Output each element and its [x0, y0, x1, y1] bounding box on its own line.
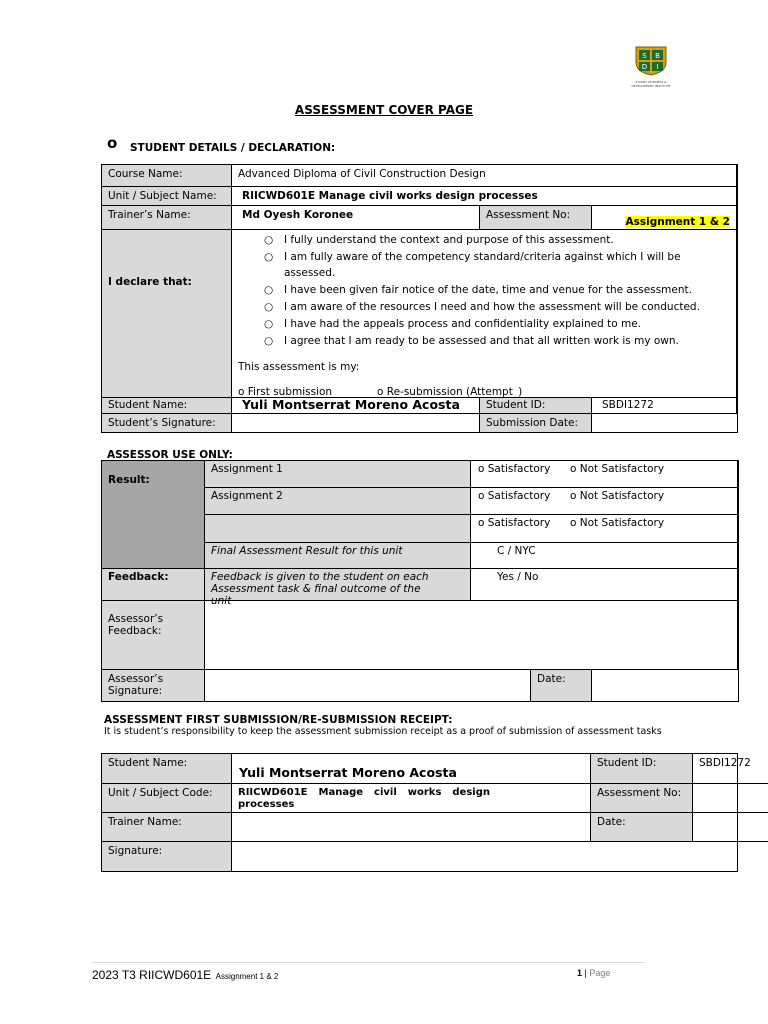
footer-divider — [92, 962, 645, 963]
assignment-3-label — [205, 515, 471, 543]
feedback-text: Feedback is given to the student on each Assessment task & final outcome of the unit — [205, 569, 471, 601]
assignment-2-result[interactable] — [471, 488, 738, 515]
final-result-value[interactable]: C / NYC — [471, 543, 738, 569]
receipt-student-name-label: Student Name: — [102, 754, 232, 784]
receipt-student-name-value[interactable] — [232, 754, 591, 784]
trainer-name-value[interactable]: Md Oyesh Koronee — [232, 206, 480, 230]
feedback-label: Feedback: — [102, 569, 205, 601]
section1-title: STUDENT DETAILS / DECLARATION: — [130, 142, 336, 154]
page-title: ASSESSMENT COVER PAGE — [294, 103, 474, 117]
receipt-assessment-no-label: Assessment No: — [591, 784, 693, 813]
result-label — [102, 461, 205, 569]
declaration-text: I agree that I am ready to be assessed and that all written work is my own. — [284, 335, 679, 347]
feedback-value[interactable]: Yes / No — [471, 569, 738, 601]
satisfactory-option[interactable]: o Satisfactory — [478, 463, 551, 475]
student-details-table — [101, 164, 738, 433]
circle-bullet-icon: ○ — [264, 335, 274, 347]
section-bullet: o — [107, 134, 118, 152]
receipt-student-id-label: Student ID: — [591, 754, 693, 784]
assessor-date-label: Date: — [531, 670, 592, 701]
course-name-value[interactable]: Advanced Diploma of Civil Construction Design — [232, 165, 737, 187]
declare-label-text: I declare that: — [108, 276, 192, 288]
result-label-text: Result: — [108, 474, 150, 486]
circle-bullet-icon: ○ — [264, 284, 274, 296]
not-satisfactory-option[interactable]: o Not Satisfactory — [570, 490, 665, 502]
assignment-1-label: Assignment 1 — [205, 461, 471, 488]
declaration-item — [238, 282, 730, 298]
assessor-table — [101, 460, 739, 702]
declaration-list — [238, 232, 730, 349]
student-signature-field[interactable] — [232, 414, 480, 432]
footer-left — [92, 966, 278, 984]
receipt-unit-value[interactable]: RIICWD601E Manage civil works design processes — [232, 784, 591, 813]
declaration-item — [238, 333, 730, 349]
student-name-value[interactable]: Yuli Montserrat Moreno Acosta — [232, 398, 480, 414]
logo-letter-d: D — [641, 63, 648, 71]
trainer-name-label: Trainer’s Name: — [102, 206, 232, 230]
assignment-2-label: Assignment 2 — [205, 488, 471, 515]
logo-caption: SYDNEY BUSINESS & DEVELOPMENT INSTITUTE — [631, 80, 671, 88]
not-satisfactory-option[interactable]: o Not Satisfactory — [570, 463, 665, 475]
institute-logo — [630, 46, 672, 86]
receipt-trainer-label: Trainer Name: — [102, 813, 232, 842]
footer-page — [577, 968, 610, 978]
receipt-unit-label: Unit / Subject Code: — [102, 784, 232, 813]
assessor-feedback-field[interactable] — [205, 601, 738, 670]
receipt-assessment-no-field[interactable] — [693, 784, 768, 813]
receipt-date-field[interactable] — [693, 813, 768, 842]
receipt-student-id-value[interactable]: SBDI1272 — [693, 754, 768, 784]
declaration-text: I have been given fair notice of the date, time and venue for the assessment. — [284, 284, 692, 296]
assessor-feedback-label: Assessor’s Feedback: — [102, 601, 205, 670]
assessor-signature-field[interactable] — [205, 670, 531, 701]
declaration-text: I am fully aware of the competency standard/criteria against which I will be assessed. — [284, 251, 681, 279]
circle-bullet-icon: ○ — [264, 318, 274, 330]
satisfactory-option[interactable]: o Satisfactory — [478, 517, 551, 529]
assignment-1-result[interactable] — [471, 461, 738, 488]
receipt-signature-field[interactable] — [232, 842, 737, 871]
submission-date-label: Submission Date: — [480, 414, 592, 432]
receipt-date-label: Date: — [591, 813, 693, 842]
student-id-value[interactable]: SBDI1272 — [592, 398, 737, 414]
declaration-text: I am aware of the resources I need and how the assessment will be conducted. — [284, 301, 700, 313]
logo-letter-b: B — [655, 52, 660, 60]
unit-name-label: Unit / Subject Name: — [102, 187, 232, 206]
final-result-label: Final Assessment Result for this unit — [205, 543, 471, 569]
first-submission-option[interactable]: o First submission — [238, 386, 333, 398]
page-word: Page — [589, 968, 611, 978]
receipt-trainer-field[interactable] — [232, 813, 591, 842]
assessment-no-label: Assessment No: — [480, 206, 592, 230]
student-name-label: Student Name: — [102, 398, 232, 414]
assessment-no-cell[interactable] — [592, 206, 737, 230]
satisfactory-option[interactable]: o Satisfactory — [478, 490, 551, 502]
student-signature-label: Student’s Signature: — [102, 414, 232, 432]
resubmission-option[interactable]: o Re-submission (Attempt_) — [377, 386, 523, 398]
declaration-item — [238, 316, 730, 332]
receipt-table — [101, 753, 751, 872]
assignment-3-result[interactable] — [471, 515, 738, 543]
assessor-date-field[interactable] — [592, 670, 738, 701]
not-satisfactory-option[interactable]: o Not Satisfactory — [570, 517, 665, 529]
shield-logo-icon — [630, 46, 672, 76]
footer-doc-code: 2023 T3 RIICWD601E — [92, 968, 212, 982]
logo-letter-i: I — [656, 63, 659, 71]
page-separator: | — [584, 968, 587, 978]
page-number: 1 — [577, 968, 583, 978]
declaration-text: I have had the appeals process and confidentiality explained to me. — [284, 318, 642, 330]
receipt-student-name-text: Yuli Montserrat Moreno Acosta — [239, 765, 457, 780]
course-name-label: Course Name: — [102, 165, 232, 187]
declaration-text: I fully understand the context and purpose of this assessment. — [284, 234, 614, 246]
footer-assignment: Assignment 1 & 2 — [215, 972, 279, 981]
assessment-no-value: Assignment 1 & 2 — [625, 216, 730, 228]
logo-letter-s: S — [642, 52, 647, 60]
receipt-note: It is student’s responsibility to keep the assessment submission receipt as a proof of submission of assessment tasks — [104, 726, 662, 737]
assessment-is-my: This assessment is my: — [238, 361, 360, 373]
declaration-item — [238, 249, 730, 281]
circle-bullet-icon: ○ — [264, 251, 274, 263]
declaration-item — [238, 232, 730, 248]
declaration-item — [238, 299, 730, 315]
assessor-signature-label: Assessor’s Signature: — [102, 670, 205, 701]
declaration-cell — [232, 230, 737, 398]
section2-title: ASSESSOR USE ONLY: — [107, 449, 233, 461]
submission-date-field[interactable] — [592, 414, 737, 432]
circle-bullet-icon: ○ — [264, 234, 274, 246]
circle-bullet-icon: ○ — [264, 301, 274, 313]
unit-name-value[interactable]: RIICWD601E Manage civil works design processes — [232, 187, 737, 206]
section3-title: ASSESSMENT FIRST SUBMISSION/RE-SUBMISSION RECEIPT: — [104, 714, 453, 726]
receipt-signature-label: Signature: — [102, 842, 232, 871]
declare-label — [102, 230, 232, 398]
student-id-label: Student ID: — [480, 398, 592, 414]
